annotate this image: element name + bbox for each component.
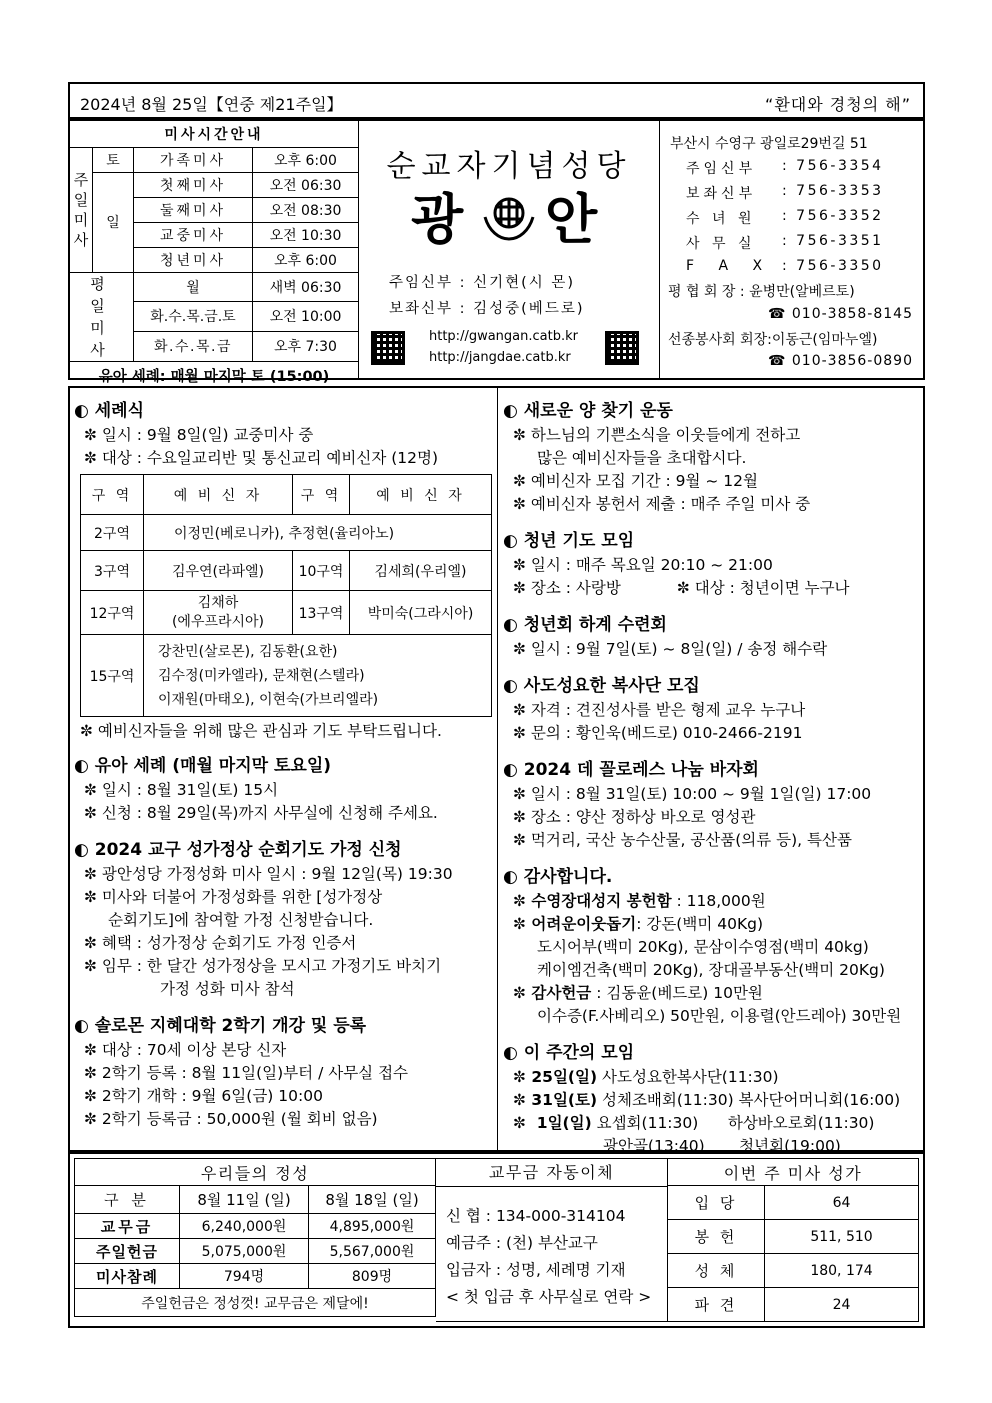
right-column — [499, 388, 923, 1155]
left-column — [70, 388, 498, 1150]
year-motto: “환대와 경청의 해” — [765, 95, 911, 114]
bazaar-line: ✼ 일시 : 8월 31일(토) 10:00 ~ 9월 1일(일) 17:00 — [513, 785, 872, 803]
phone-line: 수 녀 원 : 756-3352 — [686, 208, 884, 227]
church-name-right: 안 — [545, 188, 598, 251]
phone-line: 주임신부 : 756-3354 — [686, 158, 884, 177]
col-candidate: 예 비 신 자 — [144, 475, 293, 515]
mass-schedule-table — [70, 121, 358, 390]
mass-row-name: 청년미사 — [134, 247, 253, 272]
meetings-line: ✼ 1일(일) 요셉회(11:30) 하상바오로회(11:30) — [513, 1114, 875, 1132]
offering-title: 우리들의 정성 — [75, 1159, 436, 1186]
solomon-line: ✼ 2학기 등록금 : 50,000원 (월 회비 없음) — [84, 1110, 378, 1128]
transfer-line: 입금자 : 성명, 세례명 기재 — [446, 1261, 626, 1279]
solomon-title: ◐ 솔로몬 지혜대학 2학기 개강 및 등록 — [74, 1016, 367, 1036]
hymn-table — [668, 1158, 919, 1322]
youth-retreat-line: ✼ 일시 : 9월 7일(토) ~ 8일(일) / 송정 해수락 — [513, 640, 828, 658]
saturday-label: 토 — [93, 147, 134, 172]
weekday-row-name: 화.수.목.금 — [134, 331, 253, 361]
phone-list — [686, 158, 916, 283]
weekday-row-time: 오후 7:30 — [253, 331, 359, 361]
table-row: 입 당 64 — [668, 1186, 919, 1220]
infant-apply: ✼ 신청 : 8월 29일(목)까지 사무실에 신청해 주세요. — [84, 804, 438, 822]
bazaar-title: ◐ 2024 데 꼴로레스 나눔 바자회 — [503, 760, 759, 780]
volunteer-phone: ☎ 010-3856-0890 — [768, 353, 913, 369]
council-president: 평 협 회 장 : 윤병만(알베르토) — [668, 284, 855, 300]
youth-prayer-line: ✼ 일시 : 매주 목요일 20:10 ~ 21:00 — [513, 556, 773, 574]
infant-baptism-note: 유아 세례: 매월 마지막 토 (15:00) — [70, 361, 358, 390]
sheep-line: ✼ 예비신자 봉헌서 제출 : 매주 주일 미사 중 — [513, 495, 811, 513]
phone-line: 사 무 실 : 756-3351 — [686, 233, 884, 252]
mass-row-time: 오후 6:00 — [253, 247, 359, 272]
volunteer-president: 선종봉사회 회장:이동근(임마누엘) — [668, 332, 878, 348]
mass-row-name: 둘째미사 — [134, 197, 253, 222]
holy-family-line: ✼ 광안성당 가정성화 미사 일시 : 9월 12일(목) 19:30 — [84, 865, 453, 883]
baptism-date: ✼ 일시 : 9월 8일(일) 교중미사 중 — [84, 426, 314, 444]
col-category: 구 분 — [75, 1186, 180, 1214]
thanks-line: ✼ 수영장대성지 봉헌함 : 118,000원 — [513, 892, 766, 910]
holy-family-line: ✼ 임무 : 한 달간 성가정상을 모시고 가정기도 바치기 — [84, 957, 442, 975]
table-row: 봉 헌 511, 510 — [668, 1220, 919, 1254]
table-row: 파 견 24 — [668, 1288, 919, 1322]
mass-schedule-title: 미사시간안내 — [70, 121, 358, 147]
sheep-line: ✼ 하느님의 기쁜소식을 이웃들에게 전하고 — [513, 426, 801, 444]
holy-family-line: ✼ 혜택 : 성가정상 순회기도 가정 인증서 — [84, 934, 357, 952]
meetings-line: ✼ 25일(일) 사도성요한복사단(11:30) — [513, 1068, 779, 1086]
baptism-note: ✼ 예비신자들을 위해 많은 관심과 기도 부탁드립니다. — [80, 722, 442, 740]
mass-schedule — [70, 121, 359, 386]
offering-table — [74, 1158, 436, 1317]
solomon-line: ✼ 2학기 개학 : 9월 6일(금) 10:00 — [84, 1087, 323, 1105]
col-week2: 8월 18일 (일) — [309, 1186, 436, 1214]
solomon-line: ✼ 2학기 등록 : 8월 11일(일)부터 / 사무실 접수 — [84, 1064, 409, 1082]
table-row: 2구역 이정민(베로니카), 추정현(율리아노) — [81, 515, 492, 551]
table-row: 주일헌금 5,075,000원 5,567,000원 — [75, 1239, 436, 1264]
table-row: 12구역 김채하 (에우프라시아) 13구역 박미숙(그라시아) — [81, 591, 492, 635]
website-link-2[interactable]: http://jangdae.catb.kr — [429, 350, 571, 365]
youth-prayer-line: ✼ 장소 : 사랑방 ✼ 대상 : 청년이면 누구나 — [513, 579, 850, 597]
altar-line: ✼ 자격 : 견진성사를 받은 형제 교우 누구나 — [513, 701, 806, 719]
mass-row-time: 오전 10:30 — [253, 222, 359, 247]
thanks-title: ◐ 감사합니다. — [503, 867, 613, 887]
thanks-line: ✼ 어려운이웃돕기: 강돈(백미 40Kg) — [513, 915, 763, 933]
council-phone: ☎ 010-3858-8145 — [768, 306, 913, 322]
sheep-title: ◐ 새로운 양 찾기 운동 — [503, 401, 673, 421]
sunday-label: 일 — [93, 172, 134, 272]
infant-title: ◐ 유아 세례 (매월 마지막 토요일) — [74, 756, 332, 776]
weekday-row-name: 월 — [134, 272, 253, 302]
solomon-line: ✼ 대상 : 70세 이상 본당 신자 — [84, 1041, 287, 1059]
col-area: 구 역 — [81, 475, 144, 515]
altar-line: ✼ 문의 : 황인욱(베드로) 010-2466-2191 — [513, 724, 803, 742]
thanks-line: ✼ 감사헌금 : 김동윤(베드로) 10만원 — [513, 984, 763, 1002]
mass-row-name: 교중미사 — [134, 222, 253, 247]
holy-family-line: ✼ 미사와 더불어 가정성화를 위한 [성가정상 — [84, 888, 383, 906]
pastor-line: 주임신부 : 신기현(시 몬) — [389, 275, 576, 291]
qr-code-icon[interactable] — [371, 331, 405, 365]
meetings-title: ◐ 이 주간의 모임 — [503, 1043, 635, 1063]
mass-row-time: 오후 6:00 — [253, 147, 359, 172]
footer — [68, 1152, 925, 1328]
fax-line: F A X : 756-3350 — [686, 258, 884, 274]
holy-family-title: ◐ 2024 교구 성가정상 순회기도 가정 신청 — [74, 840, 402, 860]
mass-row-name: 가족미사 — [134, 147, 253, 172]
top-info-block — [68, 119, 925, 386]
auto-transfer-block — [436, 1158, 668, 1322]
mass-row-time: 오전 06:30 — [253, 172, 359, 197]
baptism-target: ✼ 대상 : 수요일교리반 및 통신교리 예비신자 (12명) — [84, 449, 439, 467]
infant-date: ✼ 일시 : 8월 31일(토) 15시 — [84, 781, 279, 799]
table-row: 15구역 강찬민(살로몬), 김동환(요한) 김수정(미카엘라), 문채현(스텔라) 이재원(마태오), 이현숙(가브리엘라) — [81, 635, 492, 717]
youth-retreat-title: ◐ 청년회 하계 수련회 — [503, 615, 667, 635]
qr-code-icon[interactable] — [605, 331, 639, 365]
thanks-line: 도시어부(백미 20Kg), 문삼이수영점(백미 40kg) — [537, 938, 869, 956]
weekday-row-time: 새벽 06:30 — [253, 272, 359, 302]
candidate-table — [80, 474, 492, 717]
sheep-line: 많은 예비신자들을 초대합시다. — [537, 449, 747, 467]
altar-title: ◐ 사도성요한 복사단 모집 — [503, 676, 700, 696]
contact-block — [659, 121, 923, 378]
mass-row-name: 첫째미사 — [134, 172, 253, 197]
col-candidate: 예 비 신 자 — [350, 475, 492, 515]
church-subtitle: 순교자기념성당 — [386, 149, 632, 184]
table-row: 3구역 김우연(라파엘) 10구역 김세희(우리엘) — [81, 551, 492, 591]
sheep-line: ✼ 예비신자 모집 기간 : 9월 ~ 12월 — [513, 472, 759, 490]
offering-note: 주일헌금은 정성껏! 교무금은 제달에! — [75, 1289, 436, 1317]
header-bar — [68, 82, 925, 119]
weekday-row-name: 화.수.목.금.토 — [134, 302, 253, 332]
holy-family-line: 가정 성화 미사 참석 — [160, 980, 295, 998]
table-row: 성 체 180, 174 — [668, 1254, 919, 1288]
transfer-line: 예금주 : (천) 부산교구 — [446, 1234, 598, 1252]
church-name-left: 광 — [411, 188, 464, 251]
mass-row-time: 오전 08:30 — [253, 197, 359, 222]
bulletin-date: 2024년 8월 25일【연중 제21주일】 — [80, 95, 343, 114]
meetings-line: 광안골(13:40) 청년회(19:00) — [603, 1137, 841, 1155]
weekday-row-time: 오전 10:00 — [253, 302, 359, 332]
baptism-title: ◐ 세례식 — [74, 401, 145, 421]
weekday-mass-label: 평일미사 — [70, 272, 134, 361]
phone-line: 보좌신부 : 756-3353 — [686, 183, 884, 202]
sunday-mass-label: 주일미사 — [70, 147, 93, 272]
table-row: 미사참례 794명 809명 — [75, 1264, 436, 1289]
transfer-line: 신 협 : 134-000-314104 — [446, 1207, 626, 1225]
bazaar-line: ✼ 장소 : 양산 정하상 바오로 영성관 — [513, 808, 756, 826]
bazaar-line: ✼ 먹거리, 국산 농수산물, 공산품(의류 등), 특산품 — [513, 831, 852, 849]
church-title-block — [359, 121, 659, 378]
table-row: 교무금 6,240,000원 4,895,000원 — [75, 1214, 436, 1239]
thanks-line: 케이엠건축(백미 20Kg), 장대골부동산(백미 20Kg) — [537, 961, 885, 979]
church-address: 부산시 수영구 광일로29번길 51 — [670, 136, 868, 152]
col-week1: 8월 11일 (일) — [180, 1186, 309, 1214]
assistant-line: 보좌신부 : 김성중(베드로) — [389, 301, 585, 317]
youth-prayer-title: ◐ 청년 기도 모임 — [503, 531, 635, 551]
transfer-title: 교무금 자동이체 — [436, 1159, 667, 1187]
thanks-line: 이수증(F.사베리오) 50만원, 이용렬(안드레아) 30만원 — [537, 1007, 902, 1025]
website-link-1[interactable]: http://gwangan.catb.kr — [429, 329, 578, 344]
main-content — [68, 386, 925, 1155]
col-area: 구 역 — [293, 475, 350, 515]
meetings-line: ✼ 31일(토) 성체조배회(11:30) 복사단어머니회(16:00) — [513, 1091, 901, 1109]
hymn-title: 이번 주 미사 성가 — [668, 1159, 919, 1186]
holy-family-line: 순회기도]에 참여할 가정 신청받습니다. — [108, 911, 374, 929]
church-emblem-icon — [479, 187, 539, 243]
transfer-line: < 첫 입금 후 사무실로 연락 > — [446, 1288, 652, 1306]
